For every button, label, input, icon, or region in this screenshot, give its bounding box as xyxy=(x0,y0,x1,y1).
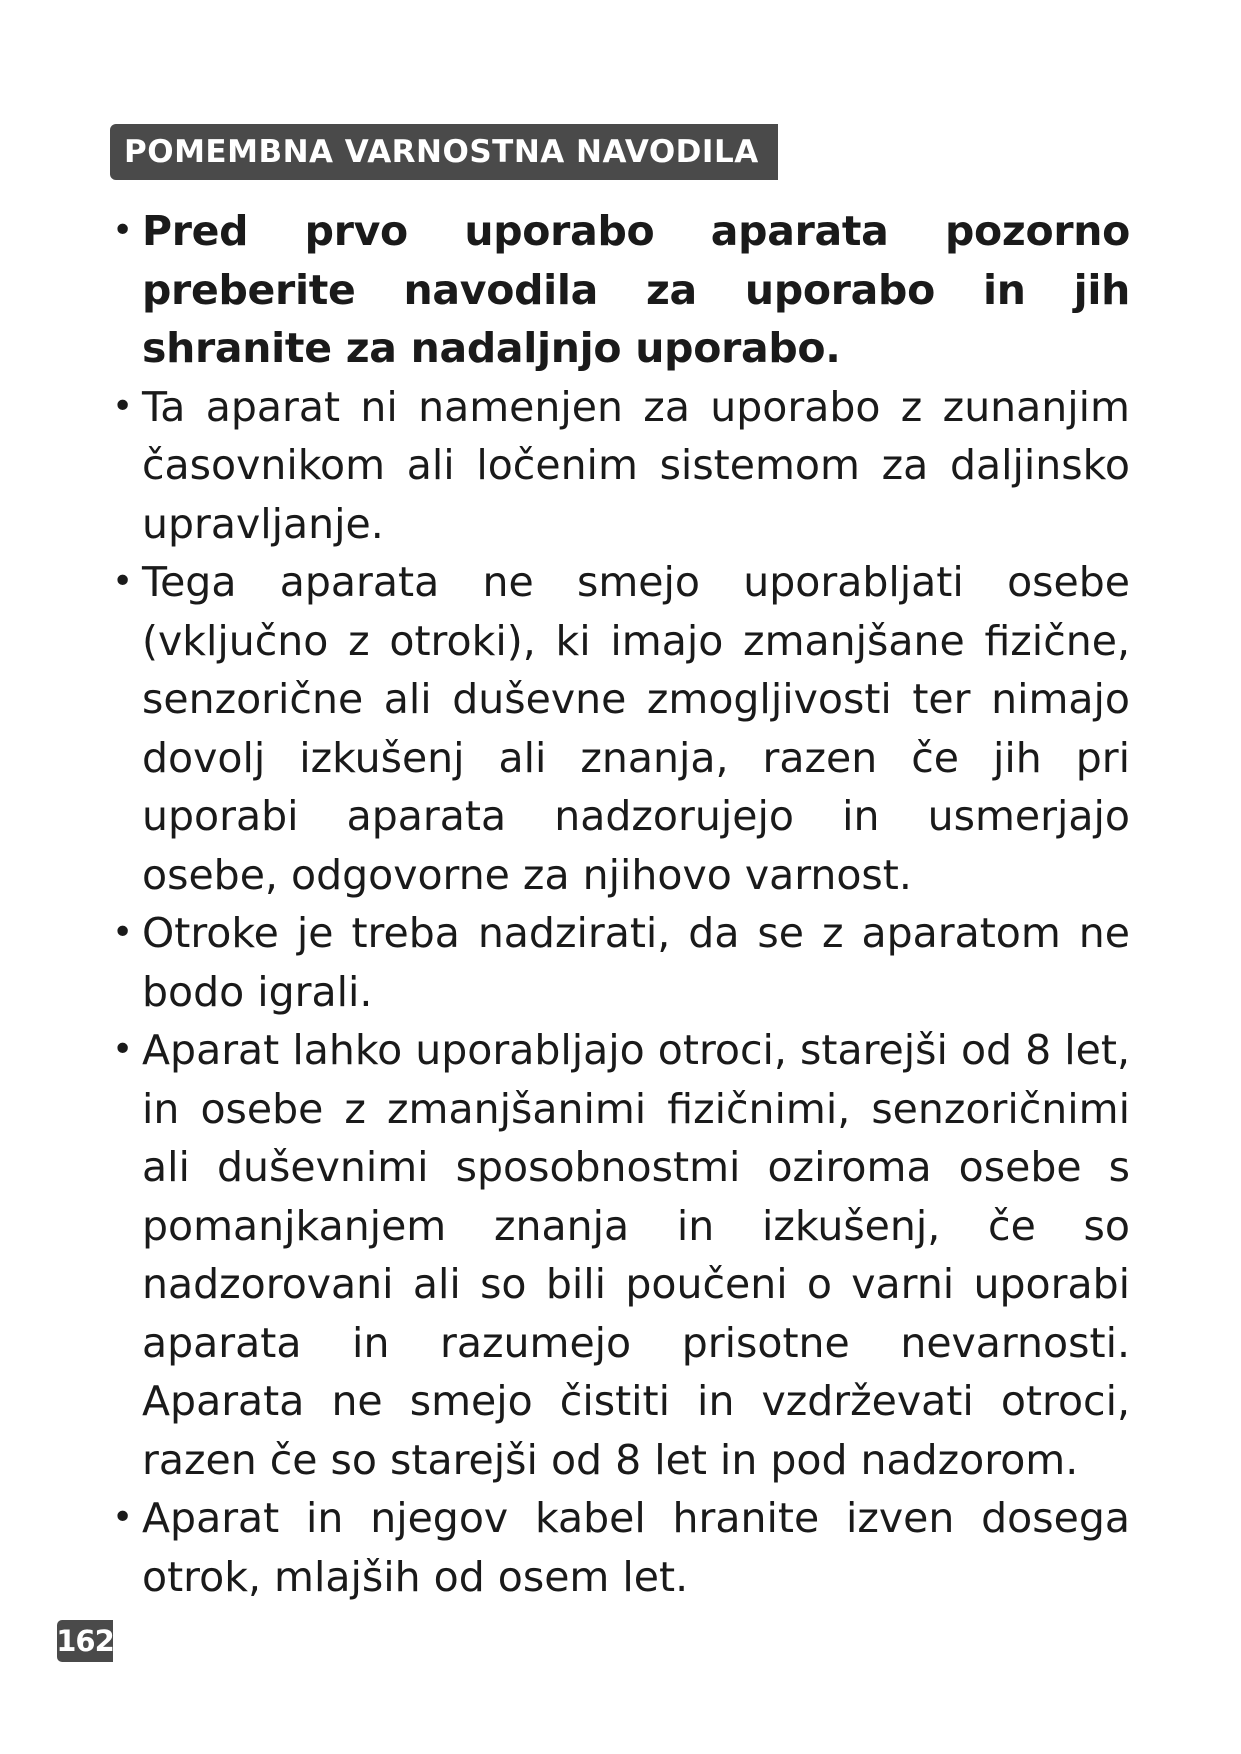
list-item-text: Pred prvo uporabo aparata pozorno preberite navodila za uporabo in jih shranite za nadaljnjo uporabo. xyxy=(142,207,1130,372)
section-header xyxy=(110,124,778,180)
bullet-icon: • xyxy=(112,561,134,602)
bullet-icon: • xyxy=(112,210,133,251)
bullet-icon: • xyxy=(112,385,134,427)
list-item-text: Aparat in njegov kabel hranite izven dosega otrok, mlajših od osem let. xyxy=(142,1494,1130,1601)
list-item xyxy=(108,553,1130,904)
bullet-icon: • xyxy=(112,1029,134,1070)
safety-instructions-list xyxy=(108,202,1130,1606)
bullet-icon: • xyxy=(112,912,134,953)
list-item xyxy=(108,202,1130,378)
section-title: POMEMBNA VARNOSTNA NAVODILA xyxy=(124,134,759,170)
list-item-text: Aparat lahko uporabljajo otroci, starejši od 8 let, in osebe z zmanjšanimi fizičnimi, senzoričnimi ali duševnimi sposobnostmi oziroma osebe s pomanjkanjem znanja in izkušenj, če so nadzorovani ali so bili poučeni o varni uporabi aparata in razumejo prisotne nevarnosti. Aparata ne smejo čistiti in vzdrževati otroci, razen če so starejši od 8 let in pod nadzorom. xyxy=(142,1026,1130,1484)
page-number: 162 xyxy=(57,1620,113,1662)
list-item xyxy=(108,1021,1130,1489)
list-item-text: Ta aparat ni namenjen za uporabo z zunanjim časovnikom ali ločenim sistemom za daljinsko upravljanje. xyxy=(142,382,1130,548)
list-item xyxy=(108,904,1130,1021)
list-item-text: Tega aparata ne smejo uporabljati osebe (vključno z otroki), ki imajo zmanjšane fizične, senzorične ali duševne zmogljivosti ter nimajo dovolj izkušenj ali znanja, razen če jih pri uporabi aparata nadzorujejo in usmerjajo osebe, odgovorne za njihovo varnost. xyxy=(142,558,1130,899)
list-item-text: Otroke je treba nadzirati, da se z aparatom ne bodo igrali. xyxy=(142,909,1130,1016)
bullet-icon: • xyxy=(112,1497,134,1538)
list-item xyxy=(108,1489,1130,1606)
list-item xyxy=(108,378,1130,554)
